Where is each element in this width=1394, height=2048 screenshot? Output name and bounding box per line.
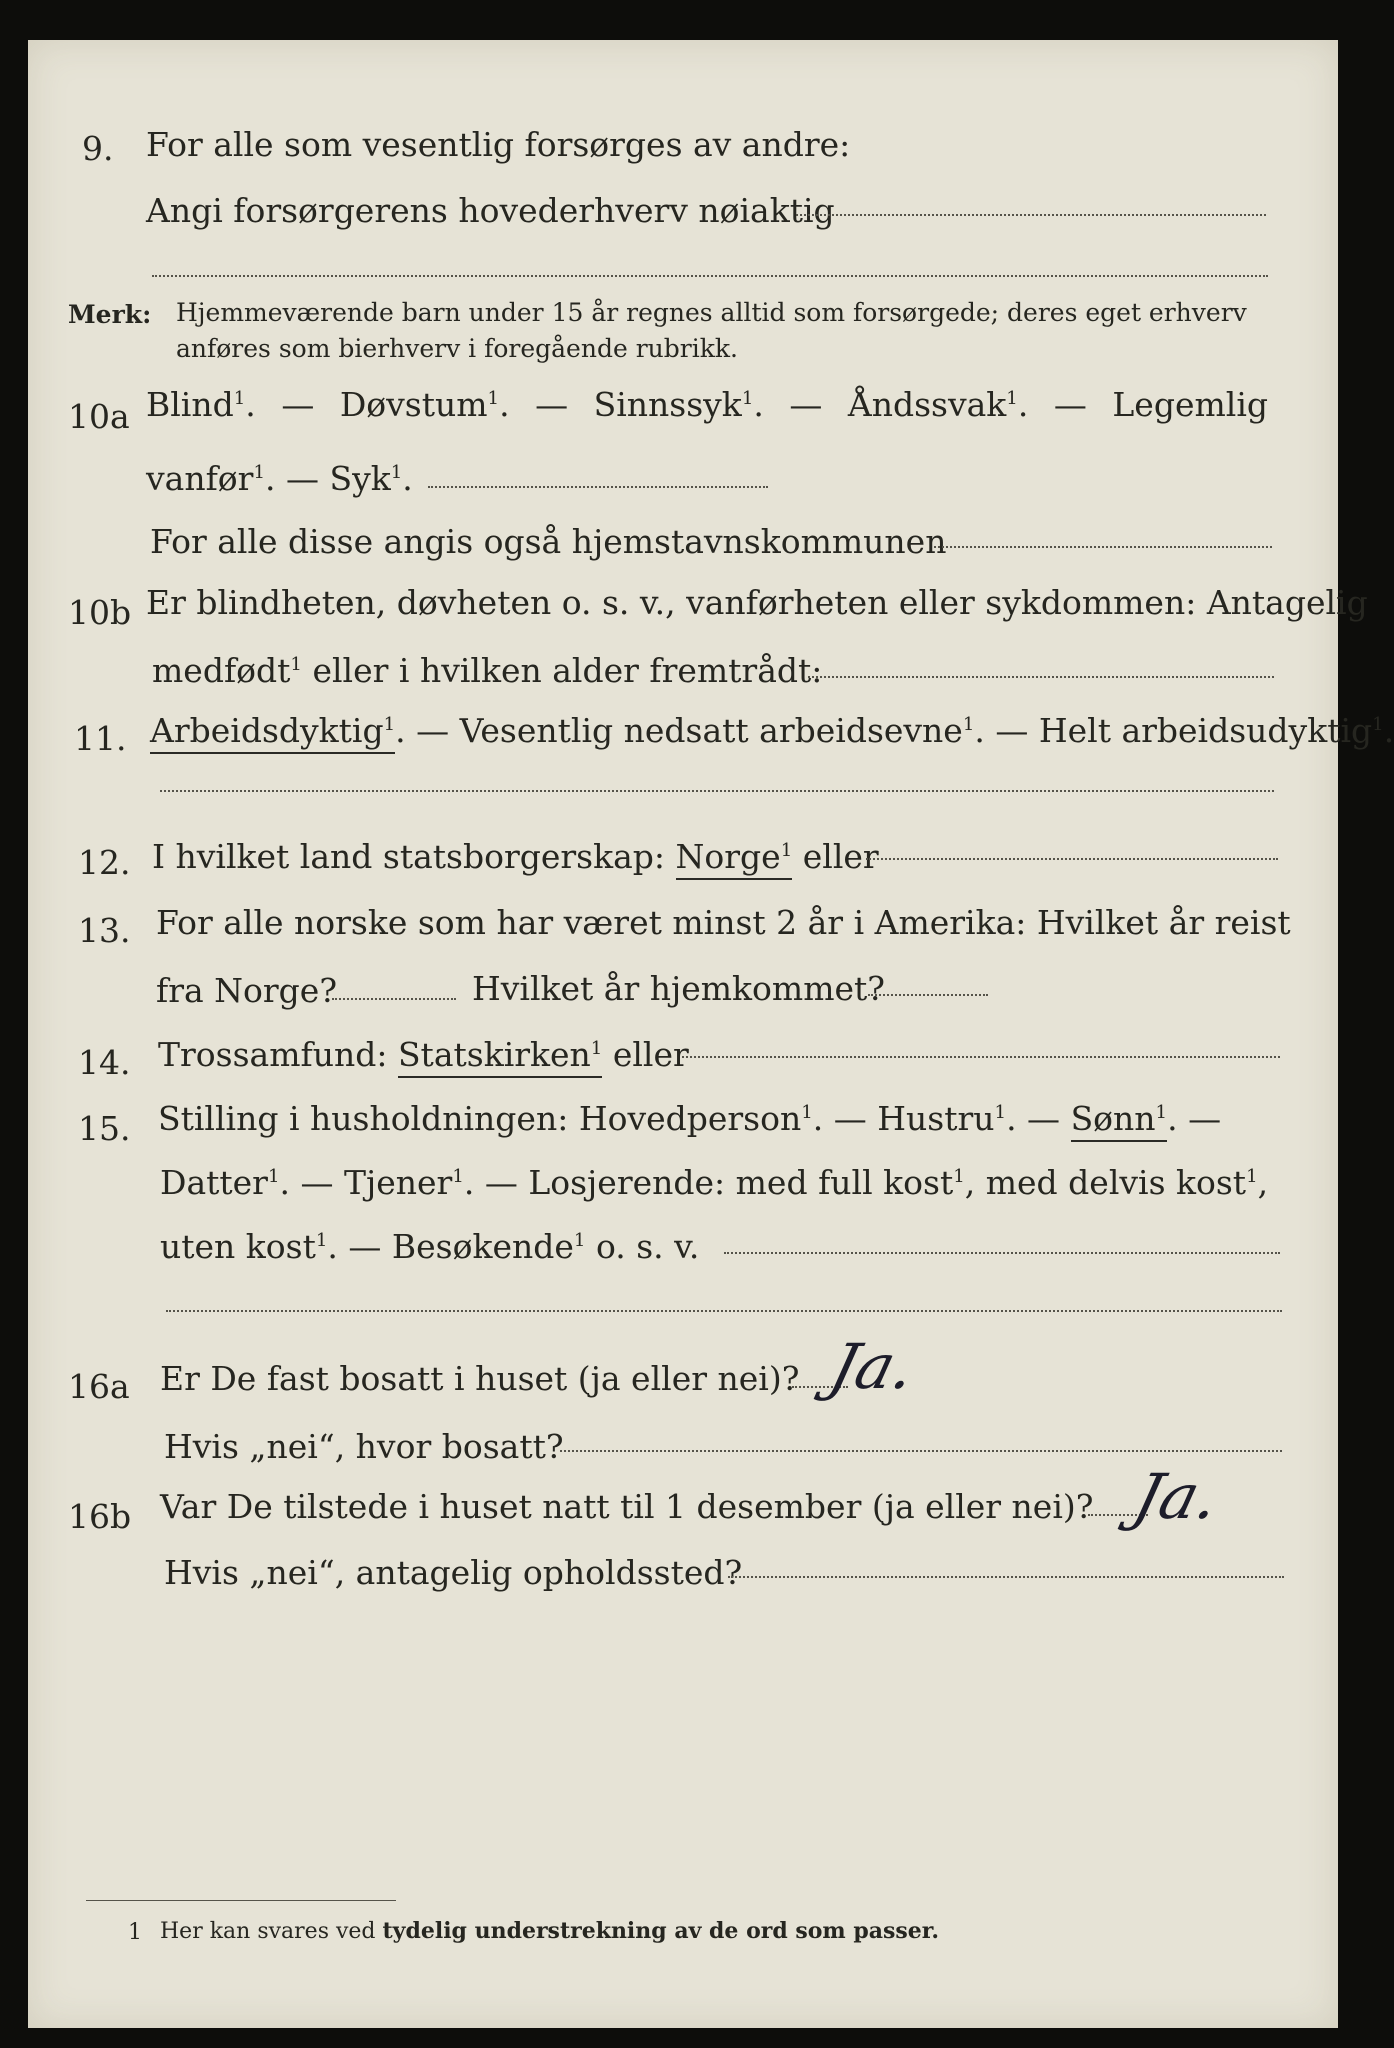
q15-option-hovedperson[interactable]: Stilling i husholdningen: Hovedperson$^1$ <box>158 1099 813 1138</box>
q16b-number: 16b <box>68 1497 132 1536</box>
q13-number: 13. <box>78 911 131 950</box>
q13-fra-norge: fra Norge? <box>156 971 338 1010</box>
q12-answer-field[interactable] <box>866 858 1278 860</box>
q10b-number: 10b <box>68 593 132 632</box>
footnote-mark: 1 <box>128 1920 142 1945</box>
q14-line: Trossamfund: Statskirken$^1$ eller <box>158 1038 689 1071</box>
q14-number: 14. <box>78 1043 131 1082</box>
q11-option-vesentlig[interactable]: . — Vesentlig nedsatt arbeidsevne$^1$ <box>395 711 975 750</box>
q14-option-statskirken[interactable]: Statskirken$^1$ <box>398 1035 602 1078</box>
q15-number: 15. <box>78 1109 131 1148</box>
q16a-handwritten-answer: Ja. <box>823 1330 923 1403</box>
q15-line3: uten kost$^1$. — Besøkende$^1$ o. s. v. <box>160 1227 700 1266</box>
q10a-option-andssvak[interactable]: Åndssvak$^1$. <box>847 385 1029 424</box>
q10a-answer-field[interactable] <box>428 486 768 488</box>
q16b-handwritten-answer: Ja. <box>1127 1460 1227 1533</box>
footnote-text: Her kan svares ved tydelig understrekning av de ord som passer. <box>160 1918 940 1944</box>
q10b-answer-field[interactable] <box>808 676 1274 678</box>
q10a-line2: vanfør$^1$. — Syk$^1$. <box>146 459 413 498</box>
q10a-option-blind[interactable]: Blind$^1$. <box>146 385 256 424</box>
q12-number: 12. <box>78 843 131 882</box>
q16a-line2: Hvis „nei“, hvor bosatt? <box>164 1427 564 1466</box>
q11-option-helt[interactable]: . — Helt arbeidsudyktig$^1$ <box>974 711 1384 750</box>
q14-answer-field[interactable] <box>682 1056 1280 1058</box>
q10b-line1: Er blindheten, døvheten o. s. v., vanførheten eller sykdommen: Antagelig <box>146 583 1368 622</box>
q10a-option-sinnssyk[interactable]: Sinnssyk$^1$. <box>593 385 764 424</box>
q9-line2: Angi forsørgerens hovederhverv nøiaktig <box>146 191 835 230</box>
q15-answer-field-2[interactable] <box>166 1310 1282 1312</box>
q9-number: 9. <box>82 129 114 168</box>
q9-answer-field[interactable] <box>796 214 1266 216</box>
q16b-opholdssted-field[interactable] <box>728 1576 1284 1578</box>
q15-answer-field[interactable] <box>724 1252 1280 1254</box>
merk-line1: Hjemmeværende barn under 15 år regnes alltid som forsørgede; deres eget erhverv <box>176 298 1247 327</box>
q10a-option-legemlig[interactable]: Legemlig <box>1112 385 1268 424</box>
q15-option-full-kost[interactable]: . — Losjerende: med full kost$^1$ <box>463 1163 965 1202</box>
footnote-divider <box>86 1900 396 1901</box>
q10a-line1: Blind$^1$. — Døvstum$^1$. — Sinnssyk$^1$. — Åndssvak$^1$. — Legemlig <box>146 385 1268 424</box>
q10b-option-medfodt[interactable]: medfødt$^1$ <box>152 651 302 690</box>
q10a-option-dovstum[interactable]: Døvstum$^1$. <box>339 385 510 424</box>
q11-answer-field[interactable] <box>160 790 1274 792</box>
q13-reist-field[interactable] <box>332 998 456 1000</box>
q15-option-hustru[interactable]: . — Hustru$^1$ <box>812 1099 1007 1138</box>
q10a-option-syk[interactable]: Syk$^1$. <box>329 459 413 498</box>
q10a-option-vanfor[interactable]: vanfør$^1$. <box>146 459 276 498</box>
q15-option-delvis-kost[interactable]: , med delvis kost$^1$ <box>964 1163 1258 1202</box>
q16b-line1: Var De tilstede i huset natt til 1 desember (ja eller nei)? <box>160 1487 1094 1526</box>
q10a-line3: For alle disse angis også hjemstavnskommunen <box>150 522 947 561</box>
q12-option-norge[interactable]: Norge$^1$ <box>676 837 793 880</box>
q11-number: 11. <box>74 719 127 758</box>
q16b-line2: Hvis „nei“, antagelig opholdssted? <box>164 1553 743 1592</box>
q15-line1: Stilling i husholdningen: Hovedperson$^1$. — Hustru$^1$. — Sønn$^1$. — <box>158 1102 1221 1135</box>
q15-line2: Datter$^1$. — Tjener$^1$. — Losjerende: med full kost$^1$, med delvis kost$^1$, <box>160 1163 1269 1202</box>
q11-option-arbeidsdyktig[interactable]: Arbeidsdyktig$^1$ <box>150 711 395 754</box>
q15-option-sonn[interactable]: Sønn$^1$ <box>1071 1099 1168 1142</box>
q10b-line2: medfødt$^1$ eller i hvilken alder fremtrådt: <box>152 651 823 690</box>
merk-line2: anføres som bierhverv i foregående rubrikk. <box>176 334 738 363</box>
q9-answer-field-2[interactable] <box>152 275 1268 277</box>
q16a-bosatt-field[interactable] <box>560 1450 1282 1452</box>
q13-line1: For alle norske som har været minst 2 år i Amerika: Hvilket år reist <box>156 903 1291 942</box>
q13-hjemkommet-field[interactable] <box>868 994 988 996</box>
q10a-hjemstavn-field[interactable] <box>934 546 1272 548</box>
q9-line1: For alle som vesentlig forsørges av andre: <box>146 125 851 164</box>
q15-option-tjener[interactable]: . — Tjener$^1$ <box>279 1163 464 1202</box>
q10a-number: 10a <box>68 397 130 436</box>
q15-option-besokende[interactable]: . — Besøkende$^1$ <box>327 1227 586 1266</box>
merk-label: Merk: <box>68 300 152 329</box>
q11-line: Arbeidsdyktig$^1$. — Vesentlig nedsatt arbeidsevne$^1$. — Helt arbeidsudyktig$^1$. <box>150 714 1394 747</box>
q13-hjemkommet: Hvilket år hjemkommet? <box>472 969 885 1008</box>
q16a-number: 16a <box>68 1367 130 1406</box>
q15-option-datter[interactable]: Datter$^1$ <box>160 1163 280 1202</box>
q16a-line1: Er De fast bosatt i huset (ja eller nei)? <box>160 1359 800 1398</box>
q15-option-uten-kost[interactable]: uten kost$^1$ <box>160 1227 328 1266</box>
q12-line: I hvilket land statsborgerskap: Norge$^1$ eller <box>152 840 879 873</box>
